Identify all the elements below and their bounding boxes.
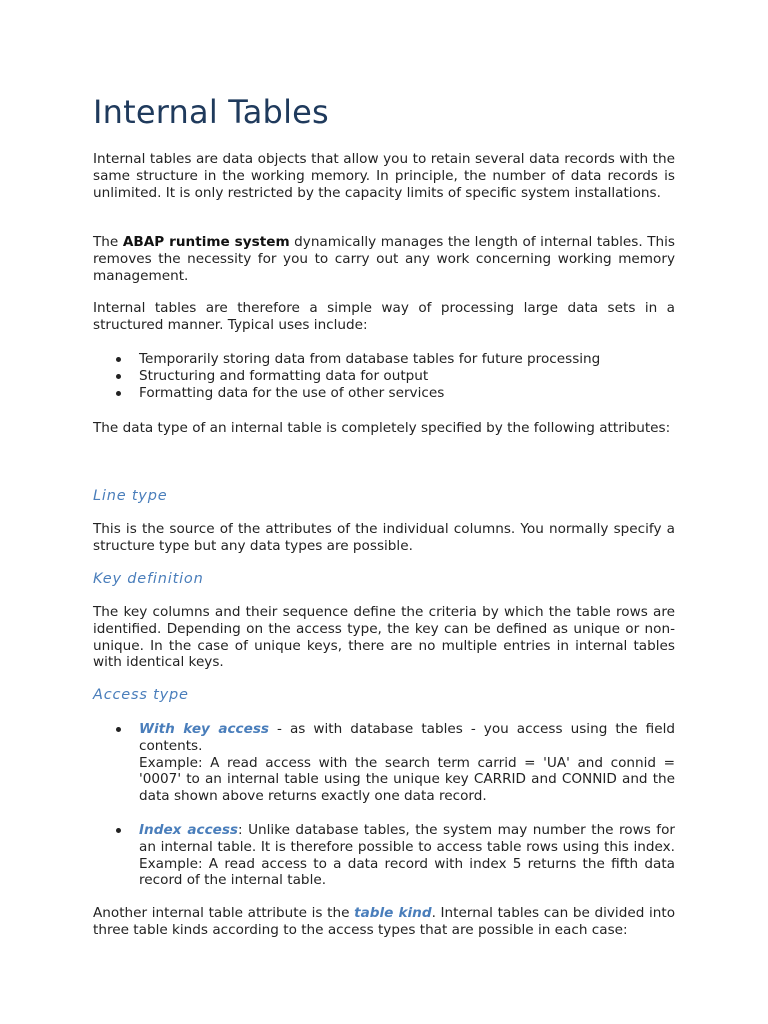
- abap-paragraph: [93, 234, 675, 284]
- list-item: [93, 721, 675, 805]
- list-item: [93, 351, 675, 368]
- table-kind-paragraph: [93, 905, 675, 939]
- intro-paragraph: Internal tables are data objects that allow you to retain several data records with the same structure in the working memory. In principle, the number of data records is unlimited. It is only restricted by the capacity limits of specific system installations.: [93, 151, 675, 201]
- line-type-heading: Line type: [93, 488, 168, 504]
- bullet-icon: [116, 357, 121, 362]
- page-title: Internal Tables: [93, 93, 329, 131]
- list-item-text: [139, 721, 675, 755]
- abap-runtime-term: ABAP runtime system: [122, 234, 290, 250]
- list-item-text: Temporarily storing data from database tables for future processing: [139, 351, 601, 367]
- key-definition-heading: Key definition: [93, 571, 204, 587]
- abap-text-post: dynamically manages the length of internal tables. This removes the necessity for you to carry out any work concerning working memory management.: [93, 234, 676, 284]
- list-item-text: [139, 822, 675, 889]
- line-type-paragraph: This is the source of the attributes of the individual columns. You normally specify a structure type but any data types are possible.: [93, 521, 675, 554]
- list-item-text: Formatting data for the use of other services: [139, 384, 445, 401]
- list-item: [93, 385, 675, 402]
- table-kind-pre: Another internal table attribute is the: [93, 905, 355, 921]
- uses-list: [93, 351, 675, 401]
- key-access-text: - as with database tables - you access using the field contents.: [139, 721, 675, 754]
- datatype-intro-paragraph: The data type of an internal table is completely specified by the following attributes:: [93, 420, 671, 436]
- bullet-icon: [116, 727, 121, 732]
- list-item: [93, 368, 675, 385]
- access-type-heading: Access type: [93, 687, 189, 703]
- key-access-example: Example: A read access with the search term carrid = 'UA' and connid = '0007' to an internal table using the unique key CARRID and CONNID and the data shown above returns exactly one data record.: [139, 754, 675, 805]
- list-item: [93, 822, 675, 889]
- list-item-text: Structuring and formatting data for output: [139, 367, 429, 384]
- bullet-icon: [116, 374, 121, 379]
- abap-text-pre: The: [93, 234, 123, 250]
- access-type-list: [93, 721, 675, 889]
- key-definition-paragraph: The key columns and their sequence define the criteria by which the table rows are identified. Depending on the access type, the key can be defined as unique or non-unique. In the case of unique keys, there are no multiple entries in internal tables with identical keys.: [93, 604, 675, 671]
- uses-intro-paragraph: Internal tables are therefore a simple way of processing large data sets in a structured manner. Typical uses include:: [93, 300, 675, 333]
- bullet-icon: [116, 828, 121, 833]
- table-kind-post: . Internal tables can be divided into three table kinds according to the access types that are possible in each case:: [93, 905, 676, 938]
- index-access-term: Index access: [139, 821, 239, 838]
- index-access-text: : Unlike database tables, the system may number the rows for an internal table. It is therefore possible to access table rows using this index. Example: A read access to a data record with index 5 returns the fifth data record of the internal table.: [139, 821, 675, 889]
- bullet-icon: [116, 391, 121, 396]
- table-kind-term: table kind: [354, 905, 432, 921]
- key-access-term: With key access: [139, 721, 270, 737]
